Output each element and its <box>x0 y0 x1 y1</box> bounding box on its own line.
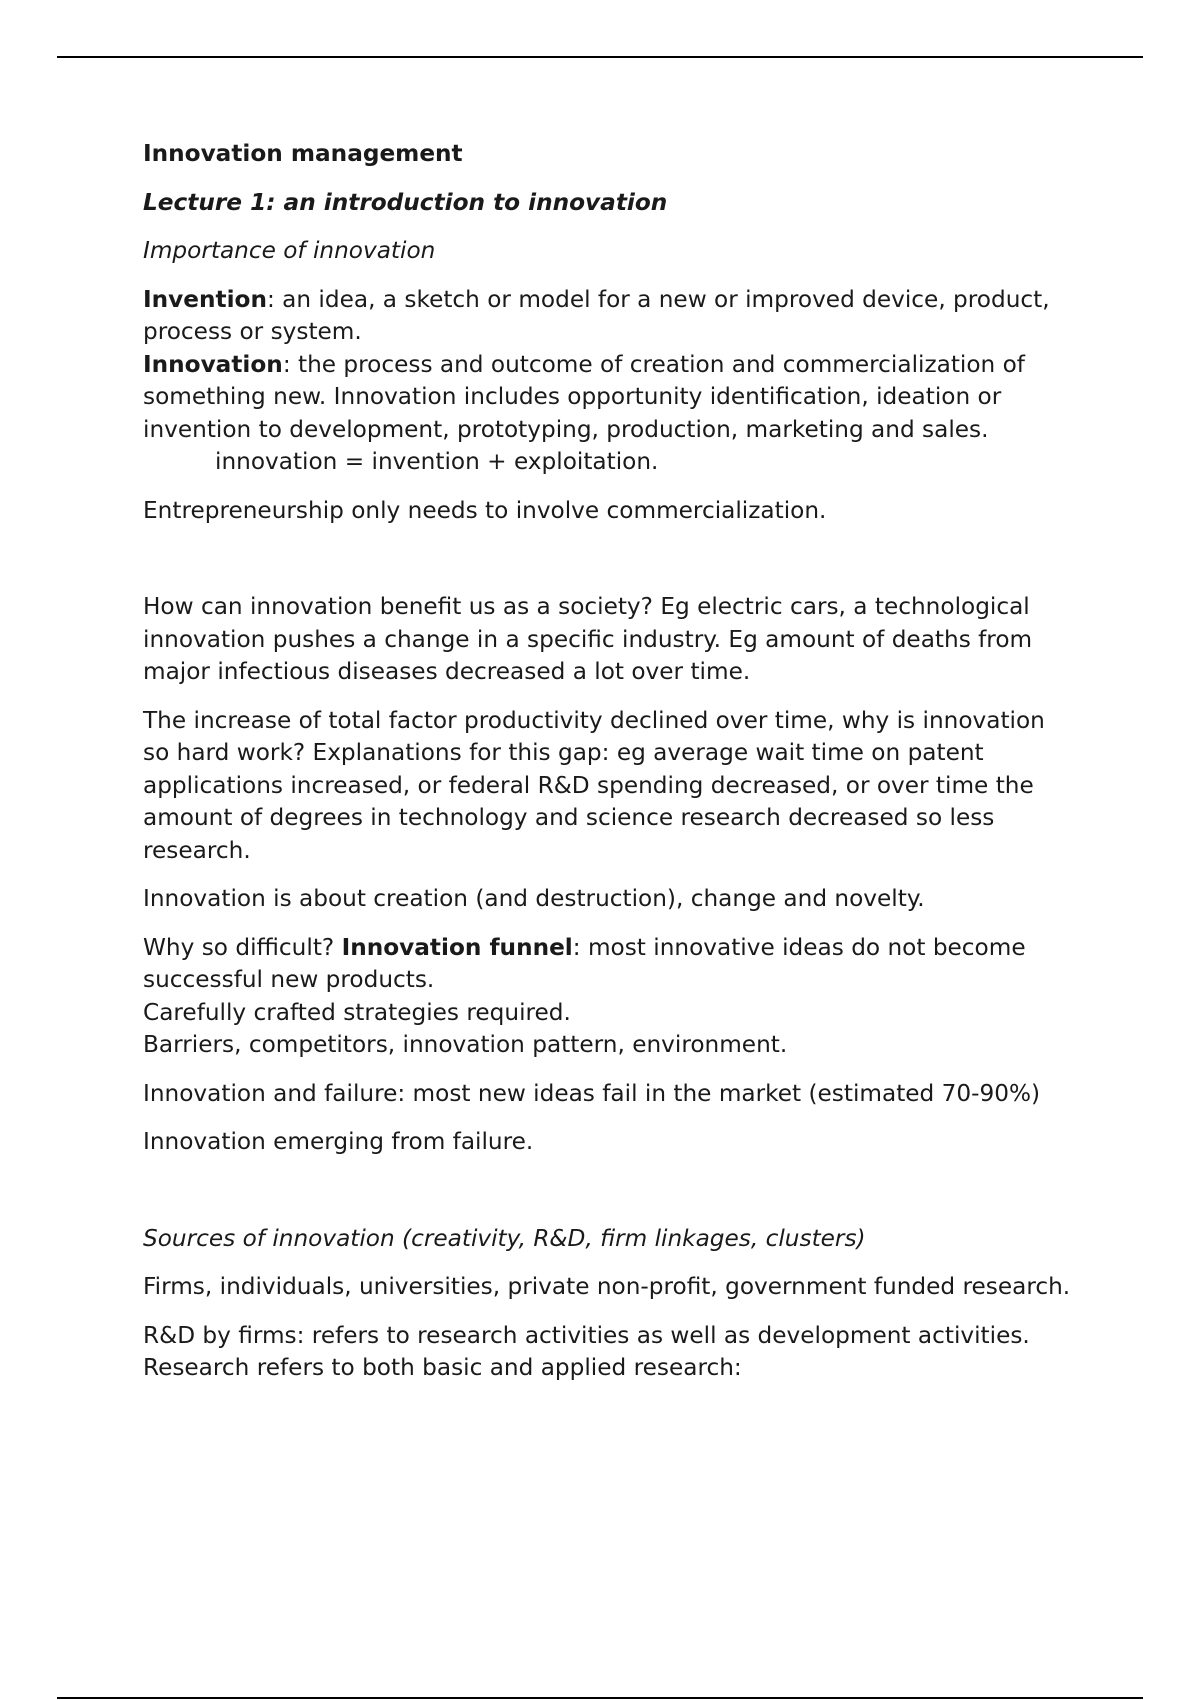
rnd-paragraph <box>143 1320 1073 1385</box>
invention-term: Invention <box>143 285 267 313</box>
rnd-text: R&D by firms: refers to research activities as well as development activities. <box>143 1321 1030 1349</box>
funnel-definition: : most innovative ideas do not become successful new products. <box>143 933 1026 993</box>
spacer <box>143 1175 1073 1223</box>
society-paragraph: How can innovation benefit us as a society? Eg electric cars, a technological innovation pushes a change in a specific industry. Eg amount of deaths from major infectious diseases decreased a lot over time. <box>143 593 1033 685</box>
tfp-paragraph: The increase of total factor productivity declined over time, why is innovation so hard work? Explanations for this gap: eg average wait time on patent applications increased, or federal R&D spending decreased, or over time the amount of degrees in technology and science research decreased so less research. <box>143 706 1045 864</box>
research-line: Research refers to both basic and applied research: <box>143 1354 742 1381</box>
lecture-heading: Lecture 1: an introduction to innovation <box>143 188 668 216</box>
footer-rule <box>57 1697 1143 1699</box>
section-heading-importance: Importance of innovation <box>143 237 436 264</box>
innovation-term: Innovation <box>143 350 283 378</box>
emerging-paragraph: Innovation emerging from failure. <box>143 1128 534 1155</box>
barriers-line: Barriers, competitors, innovation pattern, environment. <box>143 1031 788 1058</box>
document-body <box>143 138 1073 1401</box>
spacer <box>143 543 1073 591</box>
section-heading-sources: Sources of innovation (creativity, R&D, firm linkages, clusters) <box>143 1224 866 1252</box>
innovation-definition-line <box>143 349 1073 447</box>
innovation-formula: innovation = invention + exploitation. <box>215 448 659 475</box>
funnel-prefix: Why so difficult? <box>143 933 342 961</box>
innovation-definition: : the process and outcome of creation and commercialization of something new. Innovation includes opportunity identification, ideation or invention to development, prototyping, production, marketing and sales. <box>143 350 1025 443</box>
entrepreneurship-paragraph: Entrepreneurship only needs to involve commercialization. <box>143 496 827 524</box>
sources-paragraph: Firms, individuals, universities, private non-profit, government funded research. <box>143 1273 1071 1300</box>
creation-paragraph: Innovation is about creation (and destruction), change and novelty. <box>143 885 925 912</box>
funnel-term: Innovation funnel <box>341 933 573 961</box>
document-title: Innovation management <box>143 140 463 167</box>
failure-paragraph: Innovation and failure: most new ideas fail in the market (estimated 70-90%) <box>143 1079 1041 1107</box>
strategies-line: Carefully crafted strategies required. <box>143 998 571 1026</box>
header-rule <box>57 56 1143 58</box>
invention-definition: : an idea, a sketch or model for a new or improved device, product, process or system. <box>143 285 1050 345</box>
funnel-paragraph <box>143 932 1073 1062</box>
definitions-paragraph <box>143 284 1073 447</box>
